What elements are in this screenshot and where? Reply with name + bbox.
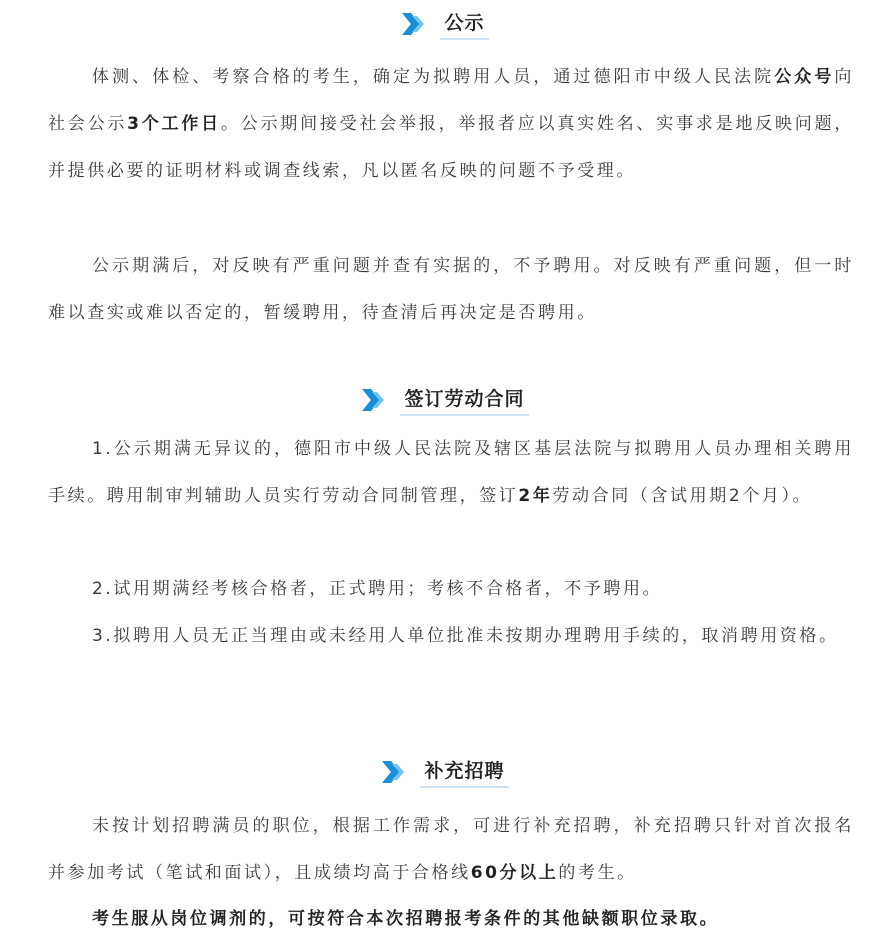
section-heading-publicity <box>0 8 891 40</box>
paragraph: 体测、体检、考察合格的考生，确定为拟聘用人员，通过德阳市中级人民法院公众号向社会公示3个工作日。公示期间接受社会举报，举报者应以真实姓名、实事求是地反映问题，并提供必要的证明材料或调查线索，凡以匿名反映的问题不予受理。 <box>48 67 854 181</box>
section-title: 补充招聘 <box>420 756 508 788</box>
section-heading-supplementary-recruitment <box>0 756 891 788</box>
paragraph: 2.试用期满经考核合格者，正式聘用；考核不合格者，不予聘用。 <box>92 579 663 599</box>
paragraph: 1.公示期满无异议的，德阳市中级人民法院及辖区基层法院与拟聘用人员办理相关聘用手续。聘用制审判辅助人员实行劳动合同制管理，签订2年劳动合同（含试用期2个月）。 <box>48 439 854 506</box>
double-chevron-icon <box>362 389 388 411</box>
paragraph: 公示期满后，对反映有严重问题并查有实据的，不予聘用。对反映有严重问题，但一时难以查实或难以否定的，暂缓聘用，待查清后再决定是否聘用。 <box>48 256 854 323</box>
double-chevron-icon <box>402 13 428 35</box>
double-chevron-icon <box>382 761 408 783</box>
section-title: 签订劳动合同 <box>400 384 528 416</box>
paragraph: 3.拟聘用人员无正当理由或未经用人单位批准未按期办理聘用手续的，取消聘用资格。 <box>92 626 839 646</box>
section-title: 公示 <box>440 8 488 40</box>
section-heading-labor-contract <box>0 384 891 416</box>
paragraph: 未按计划招聘满员的职位，根据工作需求，可进行补充招聘，补充招聘只针对首次报名并参加考试（笔试和面试），且成绩均高于合格线60分以上的考生。 <box>48 816 854 883</box>
paragraph-bold: 考生服从岗位调剂的，可按符合本次招聘报考条件的其他缺额职位录取。 <box>92 909 720 929</box>
